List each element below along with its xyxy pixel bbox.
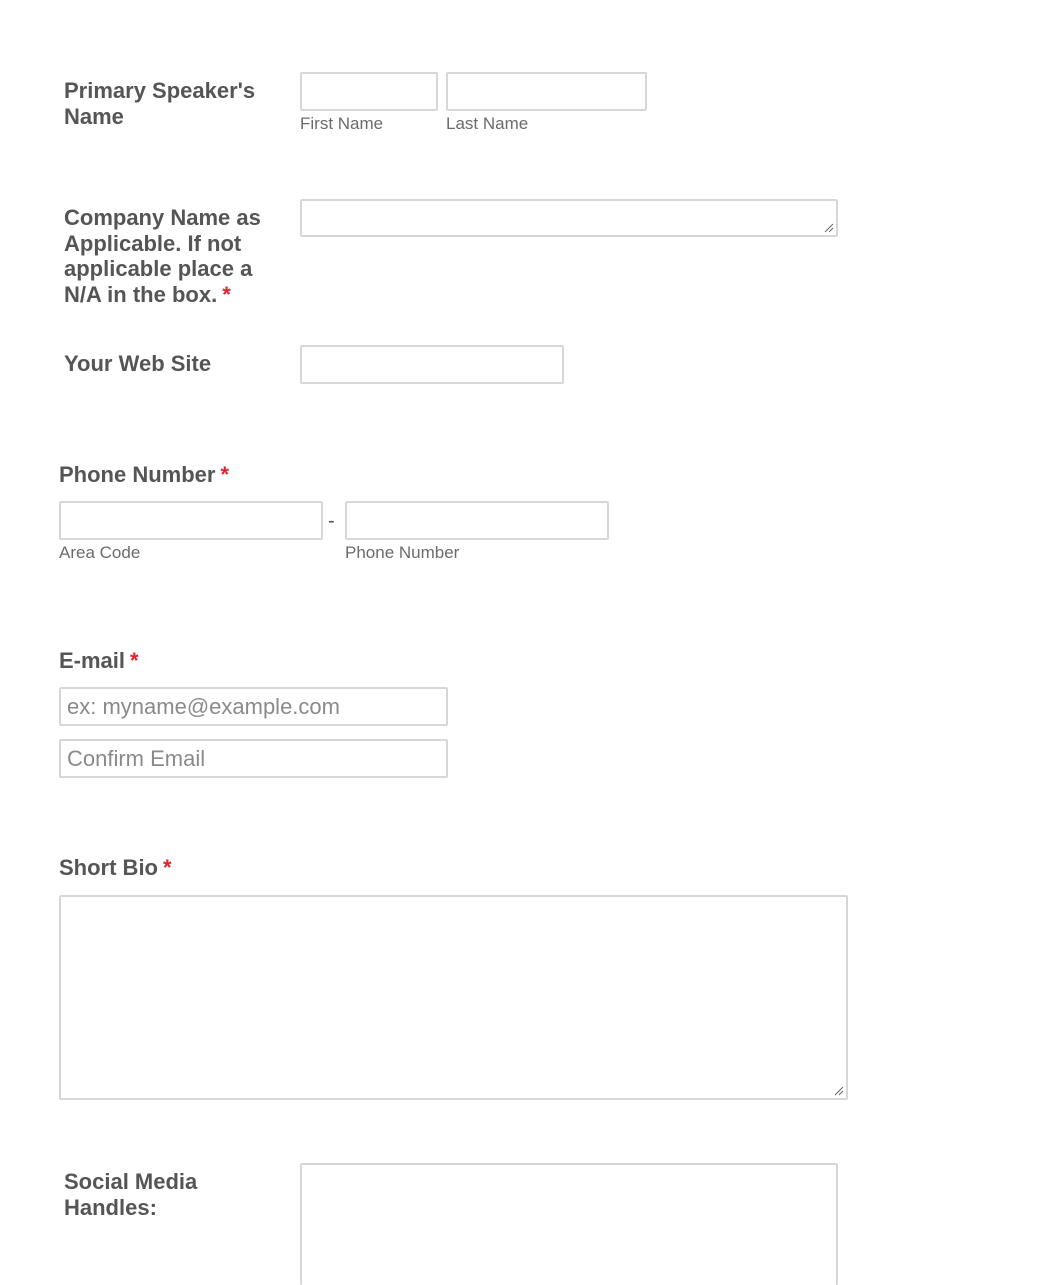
resize-grip-icon[interactable] bbox=[834, 1086, 844, 1096]
social-media-textarea[interactable] bbox=[300, 1163, 838, 1285]
short-bio-textarea[interactable] bbox=[59, 895, 848, 1100]
required-asterisk: * bbox=[130, 648, 139, 673]
first-name-sublabel: First Name bbox=[300, 114, 384, 133]
area-code-sublabel: Area Code bbox=[59, 543, 141, 562]
confirm-email-input[interactable] bbox=[59, 739, 448, 778]
phone-number-sublabel: Phone Number bbox=[345, 543, 460, 562]
email-input[interactable] bbox=[59, 687, 448, 726]
email-label-text: E-mail bbox=[59, 648, 126, 673]
required-asterisk: * bbox=[163, 855, 172, 880]
website-label-text: Your Web Site bbox=[64, 351, 212, 376]
social-media-label bbox=[64, 1169, 264, 1220]
resize-grip-icon[interactable] bbox=[824, 223, 834, 233]
email-label bbox=[59, 648, 139, 674]
required-asterisk: * bbox=[222, 281, 231, 307]
website-input[interactable] bbox=[300, 345, 564, 384]
phone-separator: - bbox=[328, 510, 335, 532]
short-bio-label bbox=[59, 855, 172, 881]
social-media-label-text: Social Media Handles: bbox=[64, 1169, 198, 1220]
company-name-textarea[interactable] bbox=[300, 199, 838, 237]
company-name-label-text: Company Name as Applicable. If not applicable place a N/A in the box. bbox=[64, 205, 261, 307]
speaker-name-label-text: Primary Speaker's Name bbox=[64, 78, 256, 129]
last-name-input[interactable] bbox=[446, 72, 647, 111]
phone-number-input[interactable] bbox=[345, 501, 609, 540]
required-asterisk: * bbox=[220, 462, 230, 487]
phone-label bbox=[59, 462, 229, 488]
area-code-input[interactable] bbox=[59, 501, 323, 540]
company-name-label bbox=[64, 205, 284, 307]
short-bio-label-text: Short Bio bbox=[59, 855, 158, 880]
website-label bbox=[64, 351, 284, 377]
last-name-sublabel: Last Name bbox=[446, 114, 529, 133]
first-name-input[interactable] bbox=[300, 72, 438, 111]
speaker-name-label bbox=[64, 78, 279, 129]
phone-label-text: Phone Number bbox=[59, 462, 216, 487]
